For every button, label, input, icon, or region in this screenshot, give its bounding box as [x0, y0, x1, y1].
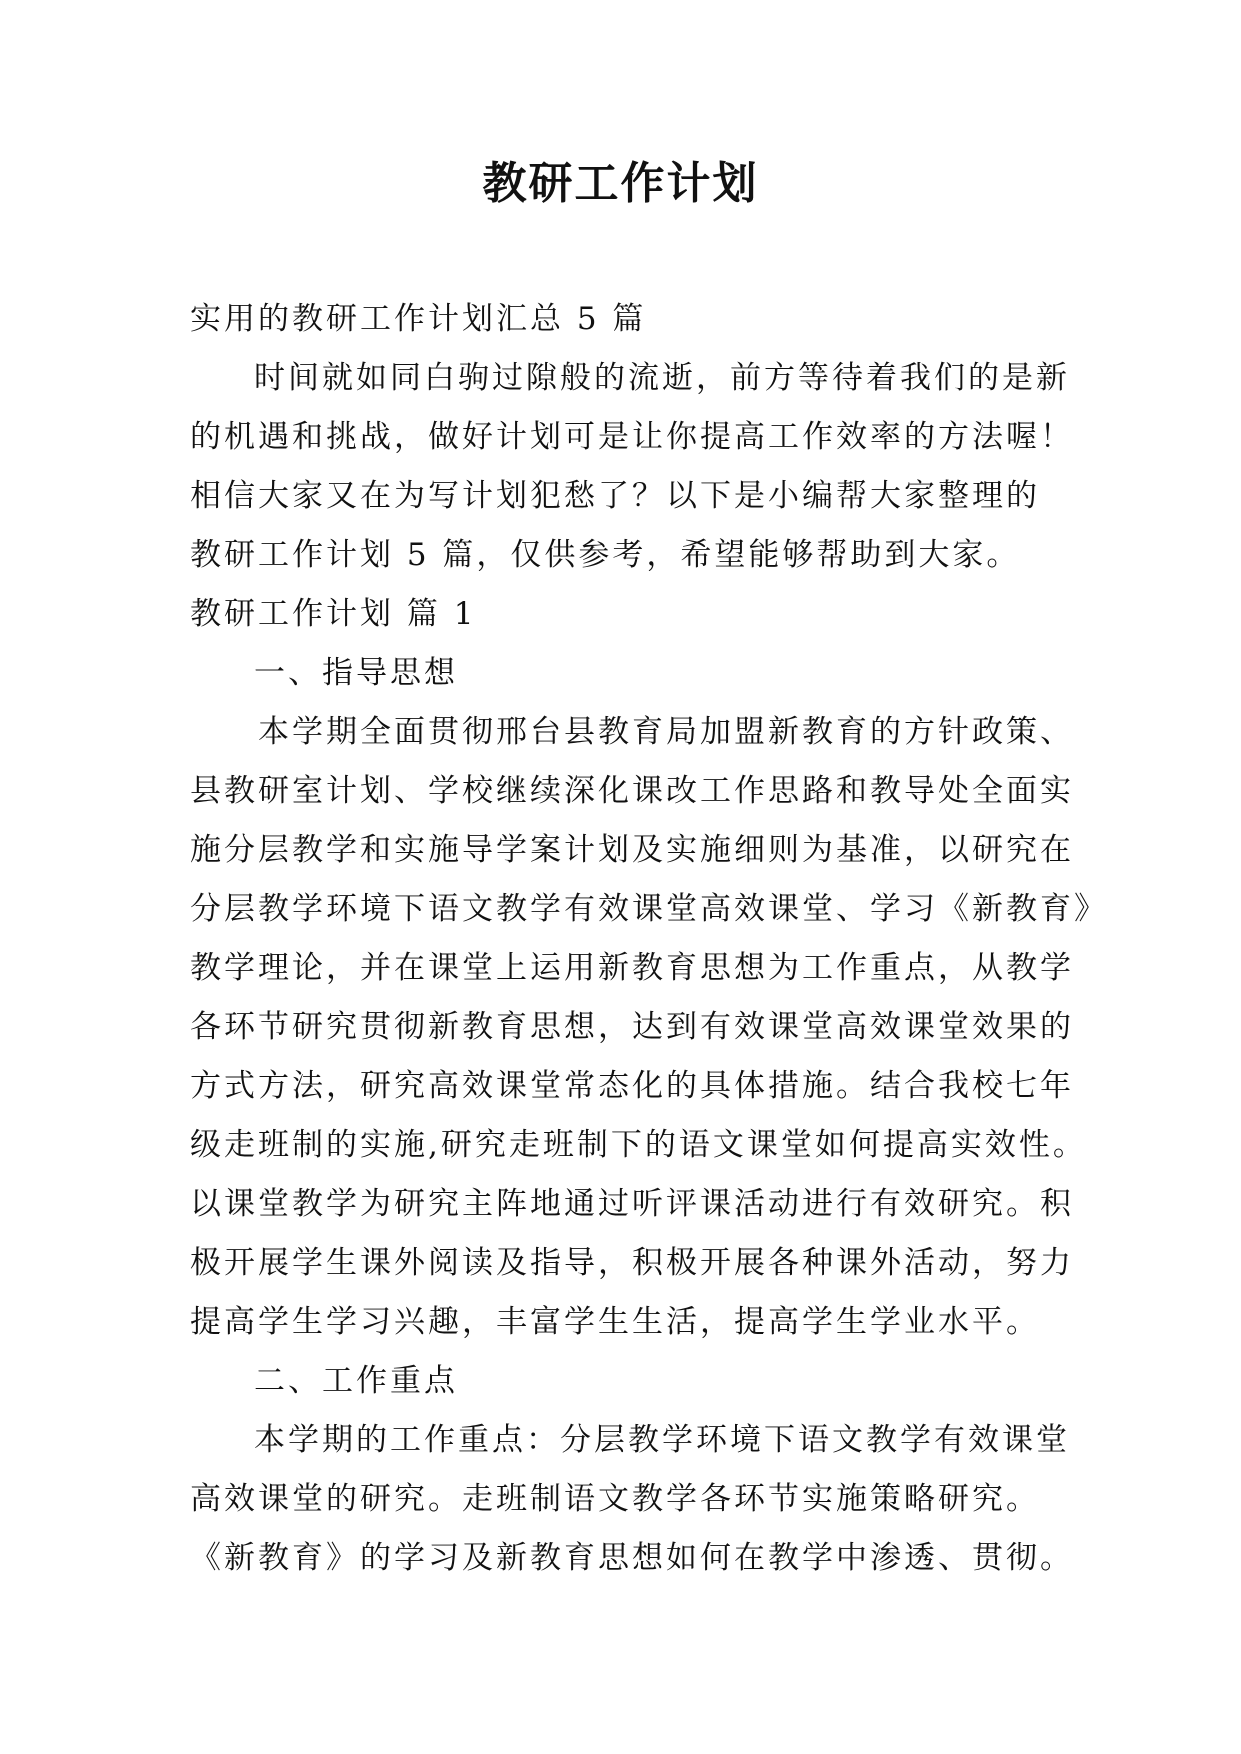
paragraph-line: 本学期全面贯彻邢台县教育局加盟新教育的方针政策、 [258, 714, 1074, 750]
heading-guiding-ideology: 一、指导思想 [254, 655, 458, 691]
heading-work-focus: 二、工作重点 [254, 1363, 458, 1399]
paragraph-line: 极开展学生课外阅读及指导，积极开展各种课外活动，努力 [190, 1245, 1074, 1281]
paragraph-line: 《新教育》的学习及新教育思想如何在教学中渗透、贯彻。 [190, 1540, 1074, 1576]
intro-line: 教研工作计划 5 篇，仅供参考，希望能够帮助到大家。 [190, 537, 1021, 573]
document-body [190, 290, 1108, 1588]
document-subtitle: 实用的教研工作计划汇总 5 篇 [190, 301, 647, 337]
document-title: 教研工作计划 [482, 158, 759, 209]
paragraph-line: 级走班制的实施,研究走班制下的语文课堂如何提高实效性。 [190, 1127, 1087, 1163]
intro-line: 相信大家又在为写计划犯愁了？以下是小编帮大家整理的 [190, 478, 1040, 514]
section-heading: 教研工作计划 篇 1 [190, 596, 477, 632]
intro-line: 时间就如同白驹过隙般的流逝，前方等待着我们的是新 [254, 360, 1070, 396]
paragraph-line: 各环节研究贯彻新教育思想，达到有效课堂高效课堂效果的 [190, 1009, 1074, 1045]
paragraph-line: 县教研室计划、学校继续深化课改工作思路和教导处全面实 [190, 773, 1074, 809]
paragraph-line: 施分层教学和实施导学案计划及实施细则为基准，以研究在 [190, 832, 1074, 868]
paragraph-line: 分层教学环境下语文教学有效课堂高效课堂、学习《新教育》 [190, 891, 1108, 927]
intro-line: 的机遇和挑战，做好计划可是让你提高工作效率的方法喔！ [190, 419, 1074, 455]
paragraph-line: 高效课堂的研究。走班制语文教学各环节实施策略研究。 [190, 1481, 1040, 1517]
paragraph-line: 提高学生学习兴趣，丰富学生生活，提高学生学业水平。 [190, 1304, 1040, 1340]
paragraph-line: 方式方法，研究高效课堂常态化的具体措施。结合我校七年 [190, 1068, 1074, 1104]
paragraph-line: 以课堂教学为研究主阵地通过听评课活动进行有效研究。积 [190, 1186, 1074, 1222]
paragraph-line: 本学期的工作重点：分层教学环境下语文教学有效课堂 [254, 1422, 1070, 1458]
paragraph-line: 教学理论，并在课堂上运用新教育思想为工作重点，从教学 [190, 950, 1074, 986]
